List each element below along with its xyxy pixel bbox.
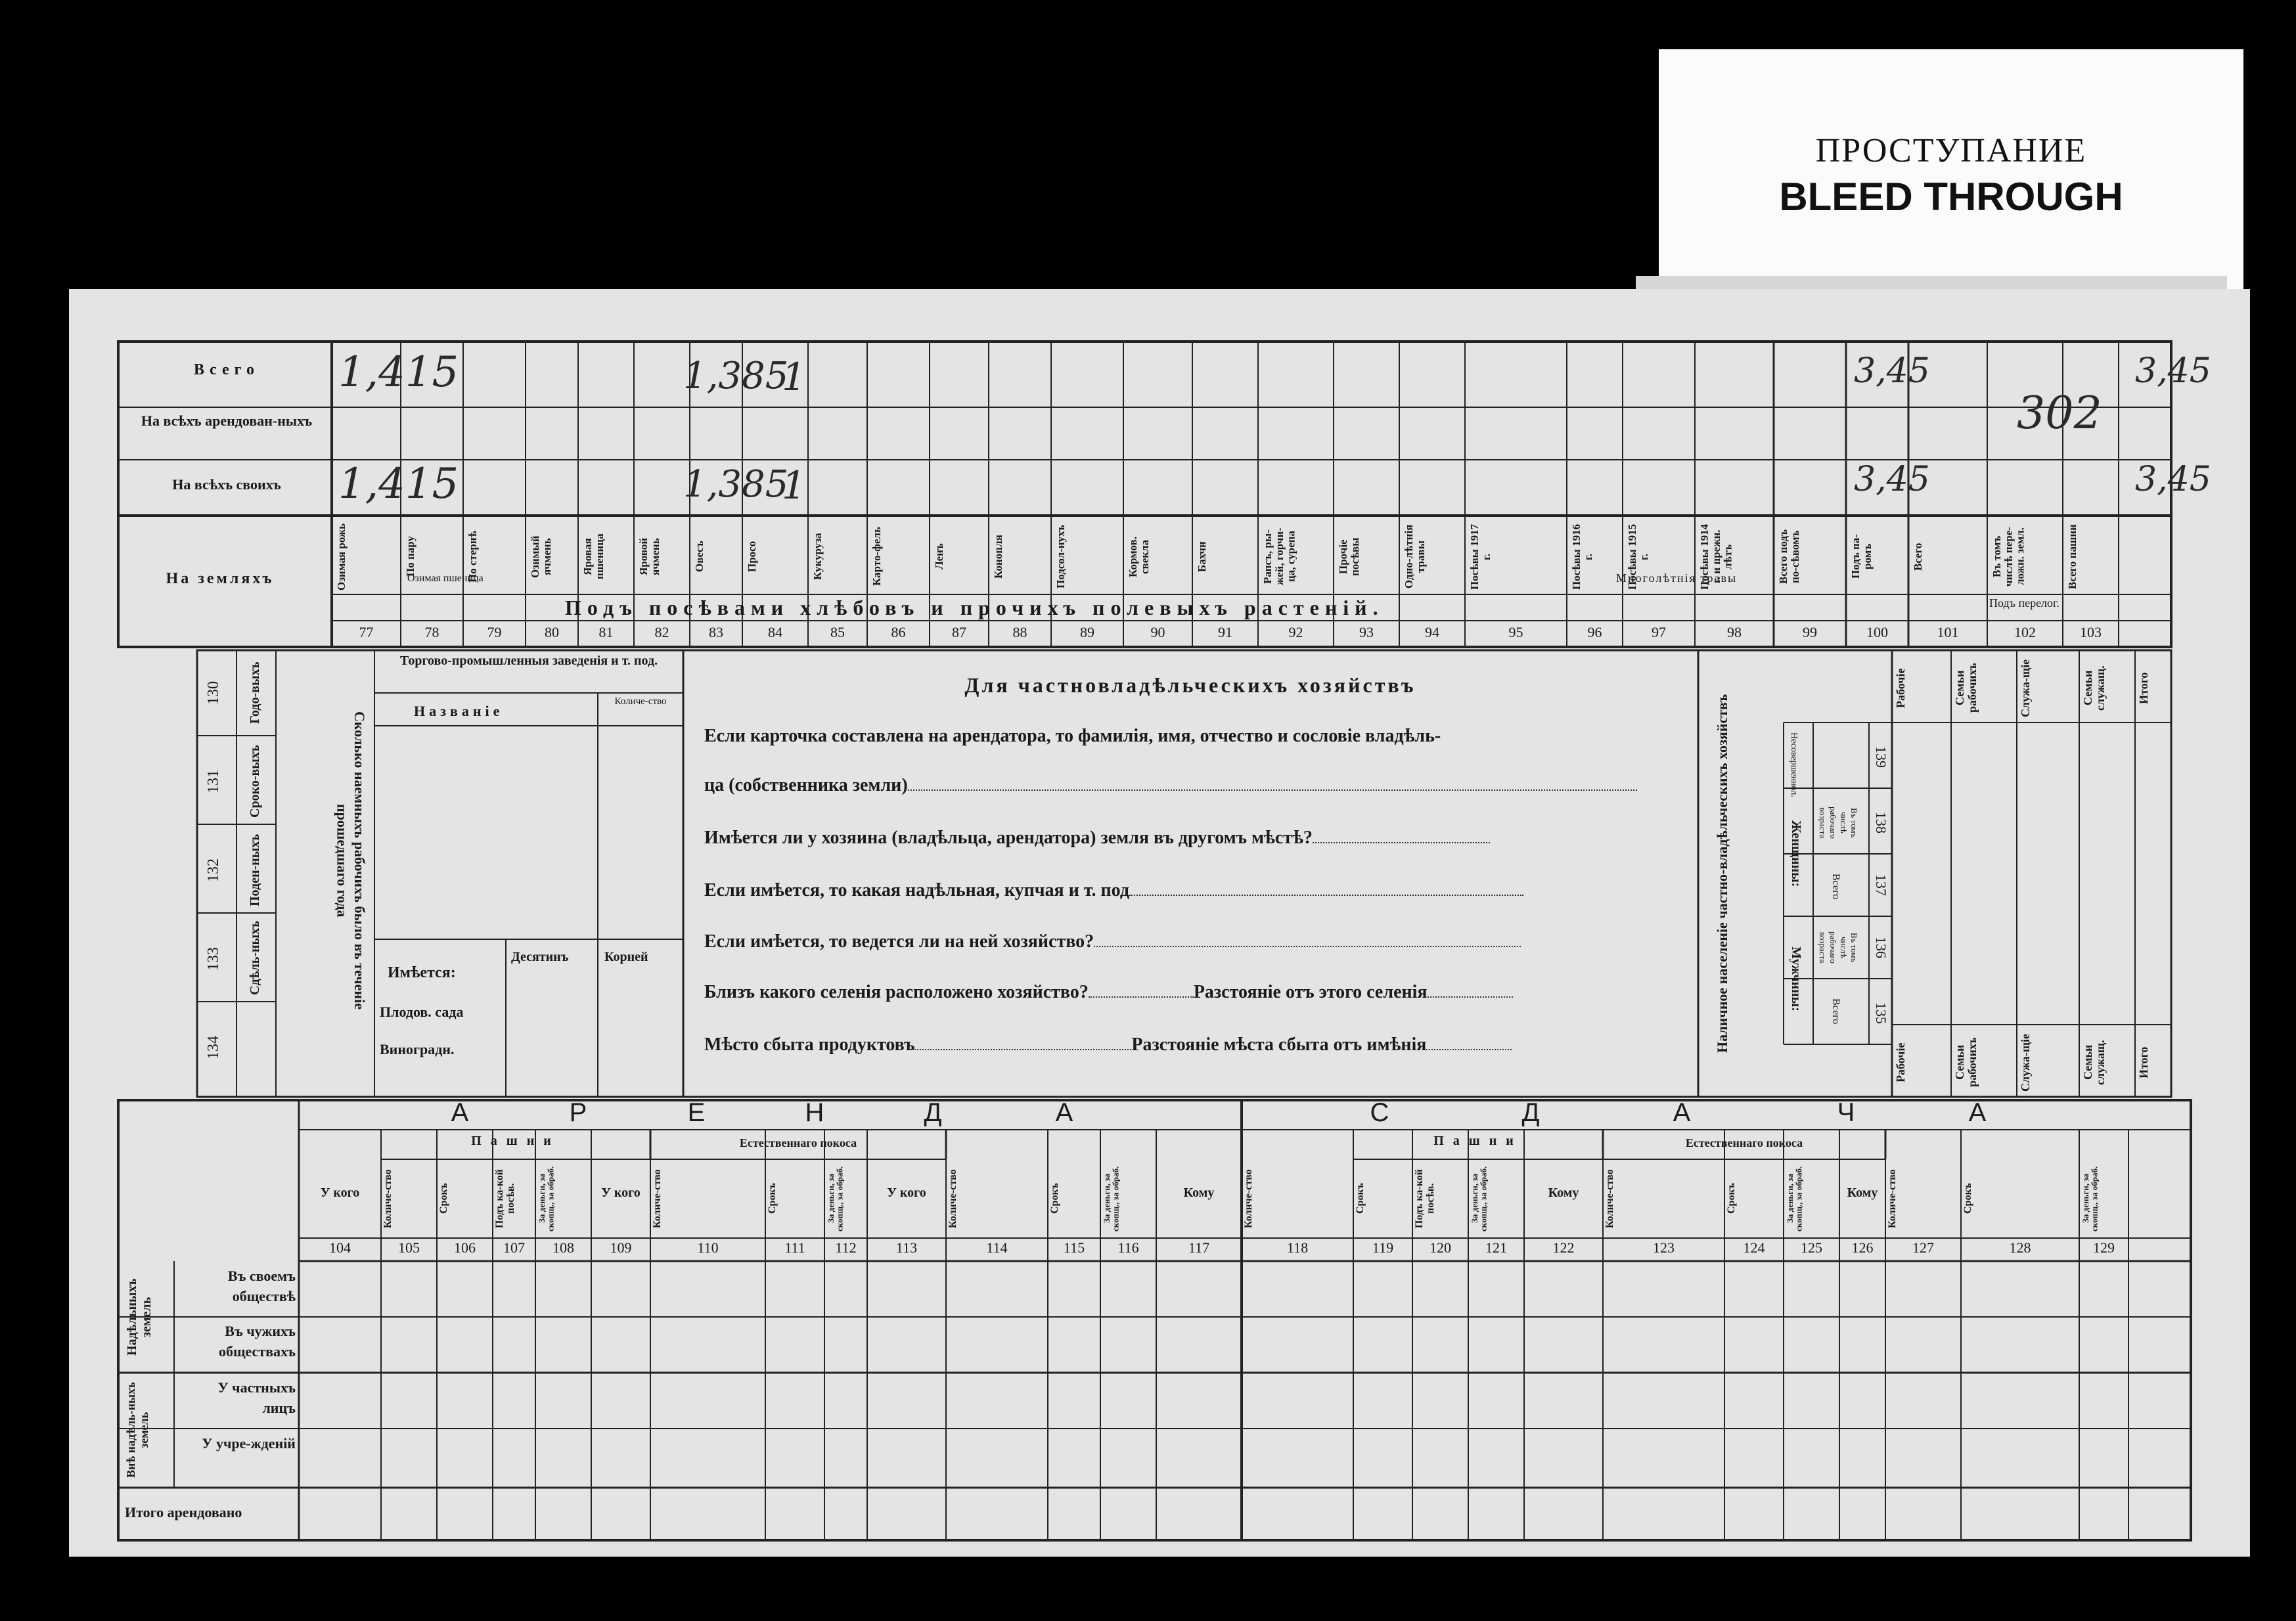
- crop-header-22: Всего подъ по-сѣвомъ: [1777, 529, 1801, 584]
- crop-header-19: Посѣвы 1916 г.: [1570, 523, 1594, 590]
- crop-header-16: Прочiе посѣвы: [1337, 537, 1361, 576]
- col-number-85: 85: [830, 624, 845, 640]
- bottom-col-den-25: За деньги, за скопщ., за обраб.: [2081, 1166, 2100, 1232]
- imeetsya-label: Имѣется:: [388, 964, 456, 981]
- row-svoih-label: На всѣхъ своихъ: [172, 476, 281, 493]
- bottom-col-ukogo-9: У кого: [887, 1186, 926, 1200]
- bottom-col-kol-19: Количе-ство: [1604, 1169, 1615, 1228]
- crop-header-4: Яровая пшеница: [581, 533, 606, 580]
- pop-vsego-m: Всего: [1830, 998, 1841, 1025]
- bottom-col-number-109: 109: [610, 1239, 632, 1256]
- perelog-note: Подъ перелог.: [1989, 596, 2060, 610]
- left-num-134: 134: [205, 1036, 222, 1059]
- pop-num-137: 137: [1873, 874, 1889, 896]
- sdacha-letter-2: А: [1673, 1098, 1691, 1127]
- pop-num-138: 138: [1873, 812, 1889, 833]
- hw-vsego-4: 3,45: [1854, 351, 1930, 391]
- crop-header-17: Одно-лѣтнiя травы: [1403, 524, 1427, 589]
- col-number-79: 79: [487, 624, 502, 640]
- crop-header-24: Всего: [1912, 543, 1924, 571]
- col-number-103: 103: [2080, 624, 2102, 640]
- q2-line: Имѣется ли у хозяина (владѣльца, арендатора) земля въ другомъ мѣстѣ?: [704, 828, 1490, 849]
- label-srokovyh: Сроко-выхъ: [248, 745, 262, 818]
- hw-vsego-2: 1,385: [683, 355, 789, 397]
- bottom-col-kol-10: Количе-ство: [947, 1169, 958, 1228]
- arenda-letter-0: А: [451, 1098, 469, 1127]
- pop-v-tom-f: Въ томъ числѣ рабочаго возраста: [1818, 807, 1859, 839]
- nadel-label: Надѣльныхъ земель: [125, 1278, 154, 1356]
- hw-vsego-1: 1,415: [338, 348, 459, 397]
- bottom-col-number-125: 125: [1801, 1239, 1822, 1256]
- v-chuzh-label: Въ чужихъ обществахъ: [218, 1323, 296, 1360]
- q4-line: Если имѣется, то ведется ли на ней хозяйство?: [704, 931, 1521, 952]
- pop-col-top-4: Итого: [2137, 672, 2150, 704]
- col-number-88: 88: [1012, 624, 1027, 640]
- sowing-banner: Подъ посѣвами хлѣбовъ и прочихъ полевыхъ растенiй.: [565, 596, 1384, 619]
- col-number-95: 95: [1508, 624, 1523, 640]
- pop-col-bot-2: Служа-щiе: [2019, 1033, 2032, 1092]
- col-number-78: 78: [424, 624, 439, 640]
- vne-nadel-label: Внѣ надѣль-ныхъ земель: [124, 1382, 150, 1478]
- bottom-col-number-119: 119: [1372, 1239, 1394, 1256]
- private-title: Для частновладѣльческихъ хозяйствъ: [964, 673, 1416, 697]
- bottom-col-den-4: За деньги, за скопщ., за обраб.: [537, 1166, 556, 1232]
- desyatin-header: Десятинъ: [511, 950, 569, 964]
- bottom-col-ukogo-5: У кого: [601, 1186, 641, 1200]
- bottom-col-number-104: 104: [329, 1239, 351, 1256]
- crop-header-20: Посѣвы 1915 г.: [1626, 523, 1650, 590]
- hw-svoih-1: 1,415: [338, 460, 459, 508]
- bottom-col-number-117: 117: [1188, 1239, 1210, 1256]
- bottom-col-number-112: 112: [835, 1239, 857, 1256]
- bottom-col-number-108: 108: [552, 1239, 574, 1256]
- hw-vsego-6: 3,45: [2135, 351, 2211, 391]
- bottom-col-pod-16: Подъ ка-кой посѣв.: [1414, 1169, 1436, 1228]
- pop-col-bot-1: Семьи рабочихъ: [1953, 1037, 1979, 1088]
- bottom-col-number-127: 127: [1912, 1239, 1934, 1256]
- u-uchr-label: У учре-жденiй: [202, 1435, 296, 1452]
- pop-col-bot-4: Итого: [2137, 1046, 2150, 1078]
- card-title-english: BLEED THROUGH: [1779, 175, 2123, 219]
- col-number-99: 99: [1803, 624, 1817, 640]
- pop-col-top-3: Семьи служащ.: [2081, 665, 2107, 711]
- pop-col-top-2: Служа-щiе: [2019, 659, 2032, 717]
- col-number-83: 83: [709, 624, 723, 640]
- left-num-130: 130: [205, 681, 222, 705]
- arenda-letter-2: Е: [687, 1098, 706, 1127]
- crop-header-21: Посѣвы 1914 г. и прежн. лѣтъ: [1698, 523, 1734, 590]
- left-num-132: 132: [205, 858, 222, 882]
- hw-svoih-4: 3,45: [1854, 460, 1930, 499]
- crop-header-18: Посѣвы 1917 г.: [1468, 523, 1493, 590]
- q1-line-b: ца (собственника земли): [704, 775, 1637, 796]
- col-number-89: 89: [1080, 624, 1094, 640]
- arenda-letter-5: А: [1055, 1098, 1073, 1127]
- col-number-86: 86: [891, 624, 906, 640]
- bottom-col-number-114: 114: [986, 1239, 1008, 1256]
- card-title-russian: ПРОСТУПАНИЕ: [1815, 132, 2087, 169]
- col-number-94: 94: [1425, 624, 1439, 640]
- col-number-82: 82: [654, 624, 669, 640]
- q3-line: Если имѣется, то какая надѣльная, купчая и т. под: [704, 880, 1523, 901]
- col-number-91: 91: [1218, 624, 1232, 640]
- bottom-col-srok-11: Срокъ: [1049, 1183, 1060, 1214]
- bottom-col-ukogo-0: У кого: [320, 1186, 360, 1200]
- bottom-col-srok-15: Срокъ: [1355, 1183, 1366, 1214]
- crop-header-3: Озимый ячмень: [529, 535, 553, 578]
- plodov-sada-label: Плодов. сада: [380, 1004, 464, 1020]
- sdacha-pashni: Пашни: [1433, 1134, 1523, 1148]
- bottom-col-komu-18: Кому: [1548, 1186, 1579, 1200]
- nazvanie-header: Названiе: [414, 703, 504, 719]
- crop-header-15: Рапсъ, ры-жей, горчи-ца, сурепа: [1261, 527, 1297, 586]
- arenda-letter-3: Н: [805, 1098, 824, 1127]
- bottom-col-komu-13: Кому: [1183, 1186, 1215, 1200]
- crop-header-25: Въ томъ числѣ пере-ложн. земл.: [1991, 527, 2027, 587]
- bottom-col-number-115: 115: [1063, 1239, 1085, 1256]
- arenda-letter-1: Р: [569, 1098, 587, 1127]
- sdacha-letter-4: А: [1968, 1098, 1987, 1127]
- u-chast-label: У частныхъ лицъ: [217, 1379, 296, 1416]
- col-number-102: 102: [2014, 624, 2036, 640]
- hw-svoih-3: 1: [782, 463, 806, 508]
- left-num-131: 131: [205, 770, 222, 793]
- bottom-col-den-17: За деньги, за скопщ., за обраб.: [1470, 1166, 1489, 1232]
- bottom-col-srok-2: Срокъ: [438, 1183, 449, 1214]
- bottom-col-number-107: 107: [503, 1239, 525, 1256]
- kolichestvo-header: Количе-ство: [614, 696, 667, 707]
- crop-header-9: Карто-фель: [870, 527, 883, 587]
- arenda-letter-4: Д: [924, 1098, 942, 1127]
- itogo-arendovano-label: Итого арендовано: [125, 1504, 242, 1521]
- bottom-col-kol-6: Количе-ство: [652, 1169, 663, 1228]
- mnogoletnie-note: Многолѣтнiя травы: [1616, 571, 1738, 585]
- col-number-98: 98: [1727, 624, 1742, 640]
- row-na-zemlyah-label: На земляхъ: [166, 570, 275, 587]
- label-sdelnyh: Сдѣль-ныхъ: [248, 920, 262, 995]
- col-number-81: 81: [598, 624, 614, 640]
- zhenshchiny-label: Женщины:: [1789, 820, 1803, 887]
- arenda-pashni: Пашни: [471, 1134, 560, 1148]
- bottom-col-number-105: 105: [398, 1239, 420, 1256]
- q1-line-a: Если карточка составлена на арендатора, то фамилiя, имя, отчество и сословiе владѣль-: [704, 726, 1441, 746]
- label-podennyh: Поден-ныхъ: [248, 833, 262, 906]
- bottom-col-kol-1: Количе-ство: [382, 1169, 394, 1228]
- bottom-col-srok-20: Срокъ: [1726, 1183, 1737, 1214]
- crop-header-8: Кукуруза: [811, 533, 824, 581]
- col-number-97: 97: [1652, 624, 1666, 640]
- row-arend-label: На всѣхъ арендован-ныхъ: [141, 412, 313, 429]
- pop-vsego-f: Всего: [1830, 874, 1841, 900]
- crop-header-2: По стернѣ: [466, 531, 479, 583]
- bottom-col-number-116: 116: [1117, 1239, 1139, 1256]
- label-godovyh: Годо-выхъ: [248, 661, 262, 724]
- hw-svoih-2: 1,385: [683, 463, 789, 506]
- bottom-col-number-121: 121: [1485, 1239, 1507, 1256]
- pop-v-tom-m: Въ томъ числѣ рабочаго возраста: [1818, 931, 1859, 964]
- col-number-92: 92: [1288, 624, 1303, 640]
- col-number-100: 100: [1866, 624, 1888, 640]
- nesovershen-label: Несовершеннол.: [1789, 732, 1799, 797]
- hw-vsego-5: 302: [2017, 388, 2102, 439]
- col-number-84: 84: [768, 624, 782, 640]
- col-number-90: 90: [1150, 624, 1165, 640]
- pop-num-136: 136: [1873, 937, 1889, 958]
- bottom-col-kol-14: Количе-ство: [1243, 1169, 1254, 1228]
- crop-header-26: Всего пашни: [2066, 524, 2079, 589]
- bottom-col-den-8: За деньги, за скопщ., за обраб.: [826, 1166, 845, 1232]
- col-number-93: 93: [1359, 624, 1374, 640]
- sdacha-letter-3: Ч: [1837, 1098, 1855, 1127]
- bottom-col-number-122: 122: [1552, 1239, 1575, 1256]
- bottom-col-number-113: 113: [895, 1239, 918, 1256]
- vinogradn-label: Виноградн.: [380, 1041, 455, 1057]
- sdacha-letter-1: Д: [1521, 1098, 1540, 1127]
- bottom-col-number-106: 106: [454, 1239, 476, 1256]
- col-number-87: 87: [952, 624, 966, 640]
- ozimaya-pshenitsa-note: Озимая пшеница: [407, 573, 484, 584]
- crop-header-5: Яровой ячмень: [637, 537, 662, 576]
- crop-header-6: Овесъ: [693, 541, 706, 573]
- trade-title: Торгово-промышленныя заведенiя и т. под.: [399, 654, 658, 668]
- bottom-col-number-124: 124: [1743, 1239, 1765, 1256]
- v-svoem-label: Въ своемъ обществѣ: [227, 1268, 296, 1304]
- pop-col-top-1: Семьи рабочихъ: [1953, 663, 1979, 713]
- bottom-col-number-126: 126: [1851, 1239, 1874, 1256]
- q5-line: Близъ какого селенiя расположено хозяйство? Разстоянiе отъ этого селенiя: [704, 982, 1513, 1003]
- pop-num-139: 139: [1873, 746, 1889, 768]
- crop-header-12: Подсол-нухъ: [1054, 525, 1067, 588]
- crop-header-13: Кормов. свекла: [1127, 536, 1151, 577]
- bottom-col-number-111: 111: [784, 1239, 805, 1256]
- bottom-col-srok-7: Срокъ: [767, 1183, 778, 1214]
- pop-num-135: 135: [1873, 1002, 1889, 1024]
- bottom-col-number-118: 118: [1286, 1239, 1309, 1256]
- row-vsego-label: Всего: [194, 361, 259, 378]
- hired-workers-vertical: Сколько наемныхъ рабочихъ было въ теченiе прошедшаго года: [334, 711, 368, 1010]
- bottom-col-pod-3: Подъ ка-кой посѣв.: [494, 1169, 516, 1228]
- muzhchiny-label: Мужчины:: [1789, 946, 1803, 1011]
- arenda-estestv: Естественнаго покоса: [739, 1136, 857, 1149]
- sdacha-estestv: Естественнаго покоса: [1685, 1136, 1803, 1149]
- col-number-77: 77: [359, 624, 374, 640]
- bottom-col-number-129: 129: [2093, 1239, 2115, 1256]
- bottom-col-komu-22: Кому: [1847, 1186, 1878, 1200]
- col-number-101: 101: [1937, 624, 1959, 640]
- left-num-133: 133: [205, 947, 222, 971]
- population-vertical: Наличное населенiе частно-владѣльческихъ хозяйствъ: [1714, 694, 1730, 1054]
- col-number-80: 80: [545, 624, 559, 640]
- bottom-col-number-110: 110: [697, 1239, 719, 1256]
- bottom-col-srok-24: Срокъ: [1962, 1183, 1973, 1214]
- bottom-col-number-128: 128: [2009, 1239, 2031, 1256]
- crop-header-0: Озимая рожь: [335, 523, 348, 590]
- pop-col-top-0: Рабочiе: [1894, 668, 1907, 708]
- col-number-96: 96: [1587, 624, 1602, 640]
- crop-header-14: Бахчи: [1196, 541, 1208, 572]
- bottom-col-den-21: За деньги, за скопщ., за обраб.: [1785, 1166, 1804, 1232]
- crop-header-23: Подъ па-ромъ: [1849, 534, 1874, 579]
- bottom-col-den-12: За деньги, за скопщ., за обраб.: [1102, 1166, 1121, 1232]
- bottom-col-number-123: 123: [1653, 1239, 1675, 1256]
- hw-svoih-5: 3,45: [2135, 460, 2211, 499]
- crop-header-10: Ленъ: [933, 543, 945, 570]
- korney-header: Корней: [604, 950, 648, 964]
- pop-col-bot-0: Рабочiе: [1894, 1042, 1907, 1082]
- q6-line: Мѣсто сбыта продуктовъ Разстоянiе мѣста сбыта отъ имѣнiя: [704, 1034, 1512, 1055]
- pop-col-bot-3: Семьи служащ.: [2081, 1040, 2107, 1085]
- bottom-col-kol-23: Количе-ство: [1887, 1169, 1898, 1228]
- crop-header-11: Конопля: [992, 535, 1004, 579]
- crop-header-1: По пару: [404, 536, 416, 577]
- bottom-col-number-120: 120: [1429, 1239, 1451, 1256]
- sdacha-letter-0: С: [1370, 1098, 1389, 1127]
- crop-header-7: Просо: [746, 541, 758, 573]
- hw-vsego-3: 1: [782, 355, 806, 399]
